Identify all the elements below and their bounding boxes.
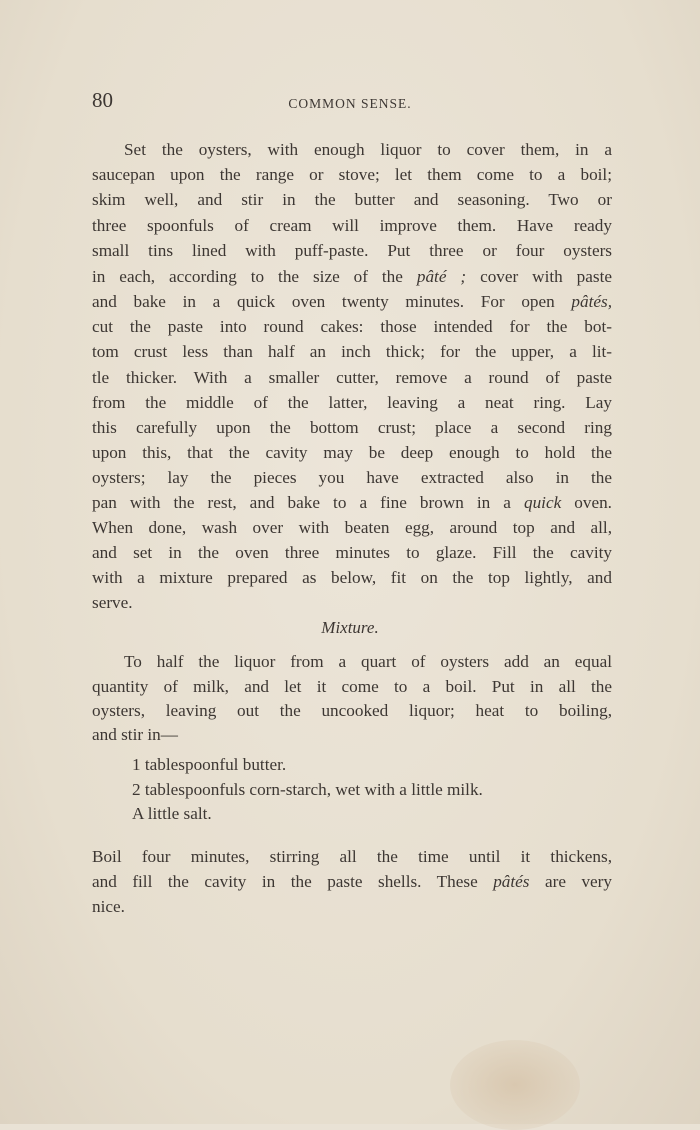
italic-text: quick <box>523 493 562 512</box>
paragraph1-line <box>92 543 612 563</box>
text-run: nice. <box>92 897 125 916</box>
paragraph1-line <box>92 190 612 210</box>
paragraph2-line <box>92 677 612 697</box>
text-run: cover with paste <box>466 267 612 286</box>
text-run: 1 tablespoonful butter. <box>132 755 287 774</box>
text-run: and set in the oven three minutes to glaze. Fill the cavity <box>92 543 612 562</box>
text-run: from the middle of the latter, leaving a neat ring. Lay <box>92 393 612 412</box>
paragraph1-line <box>92 418 612 438</box>
text-run: this carefully upon the bottom crust; place a second ring <box>92 418 612 437</box>
ingredients-line <box>132 804 592 824</box>
paragraph2-line <box>92 725 612 745</box>
text-run: A little salt. <box>132 804 212 823</box>
text-run: Boil four minutes, stirring all the time until it thickens, <box>92 847 612 866</box>
text-run: are very <box>529 872 612 891</box>
paragraph3-line <box>92 847 612 867</box>
ingredients-line <box>132 780 592 800</box>
paragraph1-line <box>92 267 612 287</box>
paragraph1-line <box>92 468 612 488</box>
paragraph1-line <box>92 140 612 160</box>
text-run: To half the liquor from a quart of oysters add an equal <box>124 652 612 671</box>
text-run: Set the oysters, with enough liquor to cover them, in a <box>124 140 612 159</box>
paragraph1-line <box>92 342 612 362</box>
text-run: and fill the cavity in the paste shells. These <box>92 872 494 891</box>
text-run: with a mixture prepared as below, fit on the top lightly, and <box>92 568 612 587</box>
text-run: upon this, that the cavity may be deep enough to hold the <box>92 443 612 462</box>
text-run: tle thicker. With a smaller cutter, remove a round of paste <box>92 368 612 387</box>
text-run: oysters, leaving out the uncooked liquor; heat to boiling, <box>92 701 612 720</box>
paragraph1-line <box>92 292 612 312</box>
page-number: 80 <box>92 88 113 112</box>
paragraph2-line <box>92 652 612 672</box>
paragraph2-line <box>92 701 612 721</box>
paper-stain <box>450 1040 580 1130</box>
italic-text: pâtés <box>493 872 530 891</box>
text-run: and stir in— <box>92 725 178 744</box>
paragraph1-line <box>92 568 612 588</box>
paragraph1-line <box>92 241 612 261</box>
paragraph3-line <box>92 897 612 917</box>
paragraph1-line <box>92 368 612 388</box>
text-run: saucepan upon the range or stove; let them come to a boil; <box>92 165 612 184</box>
text-run: in each, according to the size of the <box>92 267 417 286</box>
text-run: 2 tablespoonfuls corn-starch, wet with a little milk. <box>132 780 483 799</box>
paragraph1-line <box>92 443 612 463</box>
paragraph1-line <box>92 518 612 538</box>
paragraph1-line <box>92 165 612 185</box>
paragraph1-line <box>92 317 612 337</box>
paragraph1-line <box>92 493 612 513</box>
text-run: oysters; lay the pieces you have extracted also in the <box>92 468 612 487</box>
italic-text: pâté ; <box>416 267 467 286</box>
text-run: and bake in a quick oven twenty minutes. For open <box>92 292 572 311</box>
text-run: tom crust less than half an inch thick; for the upper, a lit- <box>92 342 612 361</box>
text-run: small tins lined with puff-paste. Put three or four oysters <box>92 241 612 260</box>
text-run: oven. <box>561 493 612 512</box>
paragraph1-line <box>92 593 612 613</box>
paragraph3-line <box>92 872 612 892</box>
paragraph1-line <box>92 216 612 236</box>
running-title: COMMON SENSE. <box>288 96 412 111</box>
text-run: When done, wash over with beaten egg, around top and all, <box>92 518 612 537</box>
text-run: skim well, and stir in the butter and seasoning. Two or <box>92 190 612 209</box>
ingredients-line <box>132 755 592 775</box>
italic-text: pâtés, <box>571 292 612 311</box>
text-run: serve. <box>92 593 133 612</box>
text-run: cut the paste into round cakes: those intended for the bot- <box>92 317 612 336</box>
text-run: pan with the rest, and bake to a fine brown in a <box>92 493 524 512</box>
mixture-heading: Mixture. <box>321 618 379 637</box>
text-run: three spoonfuls of cream will improve them. Have ready <box>92 216 612 235</box>
text-run: quantity of milk, and let it come to a boil. Put in all the <box>92 677 612 696</box>
paragraph1-line <box>92 393 612 413</box>
